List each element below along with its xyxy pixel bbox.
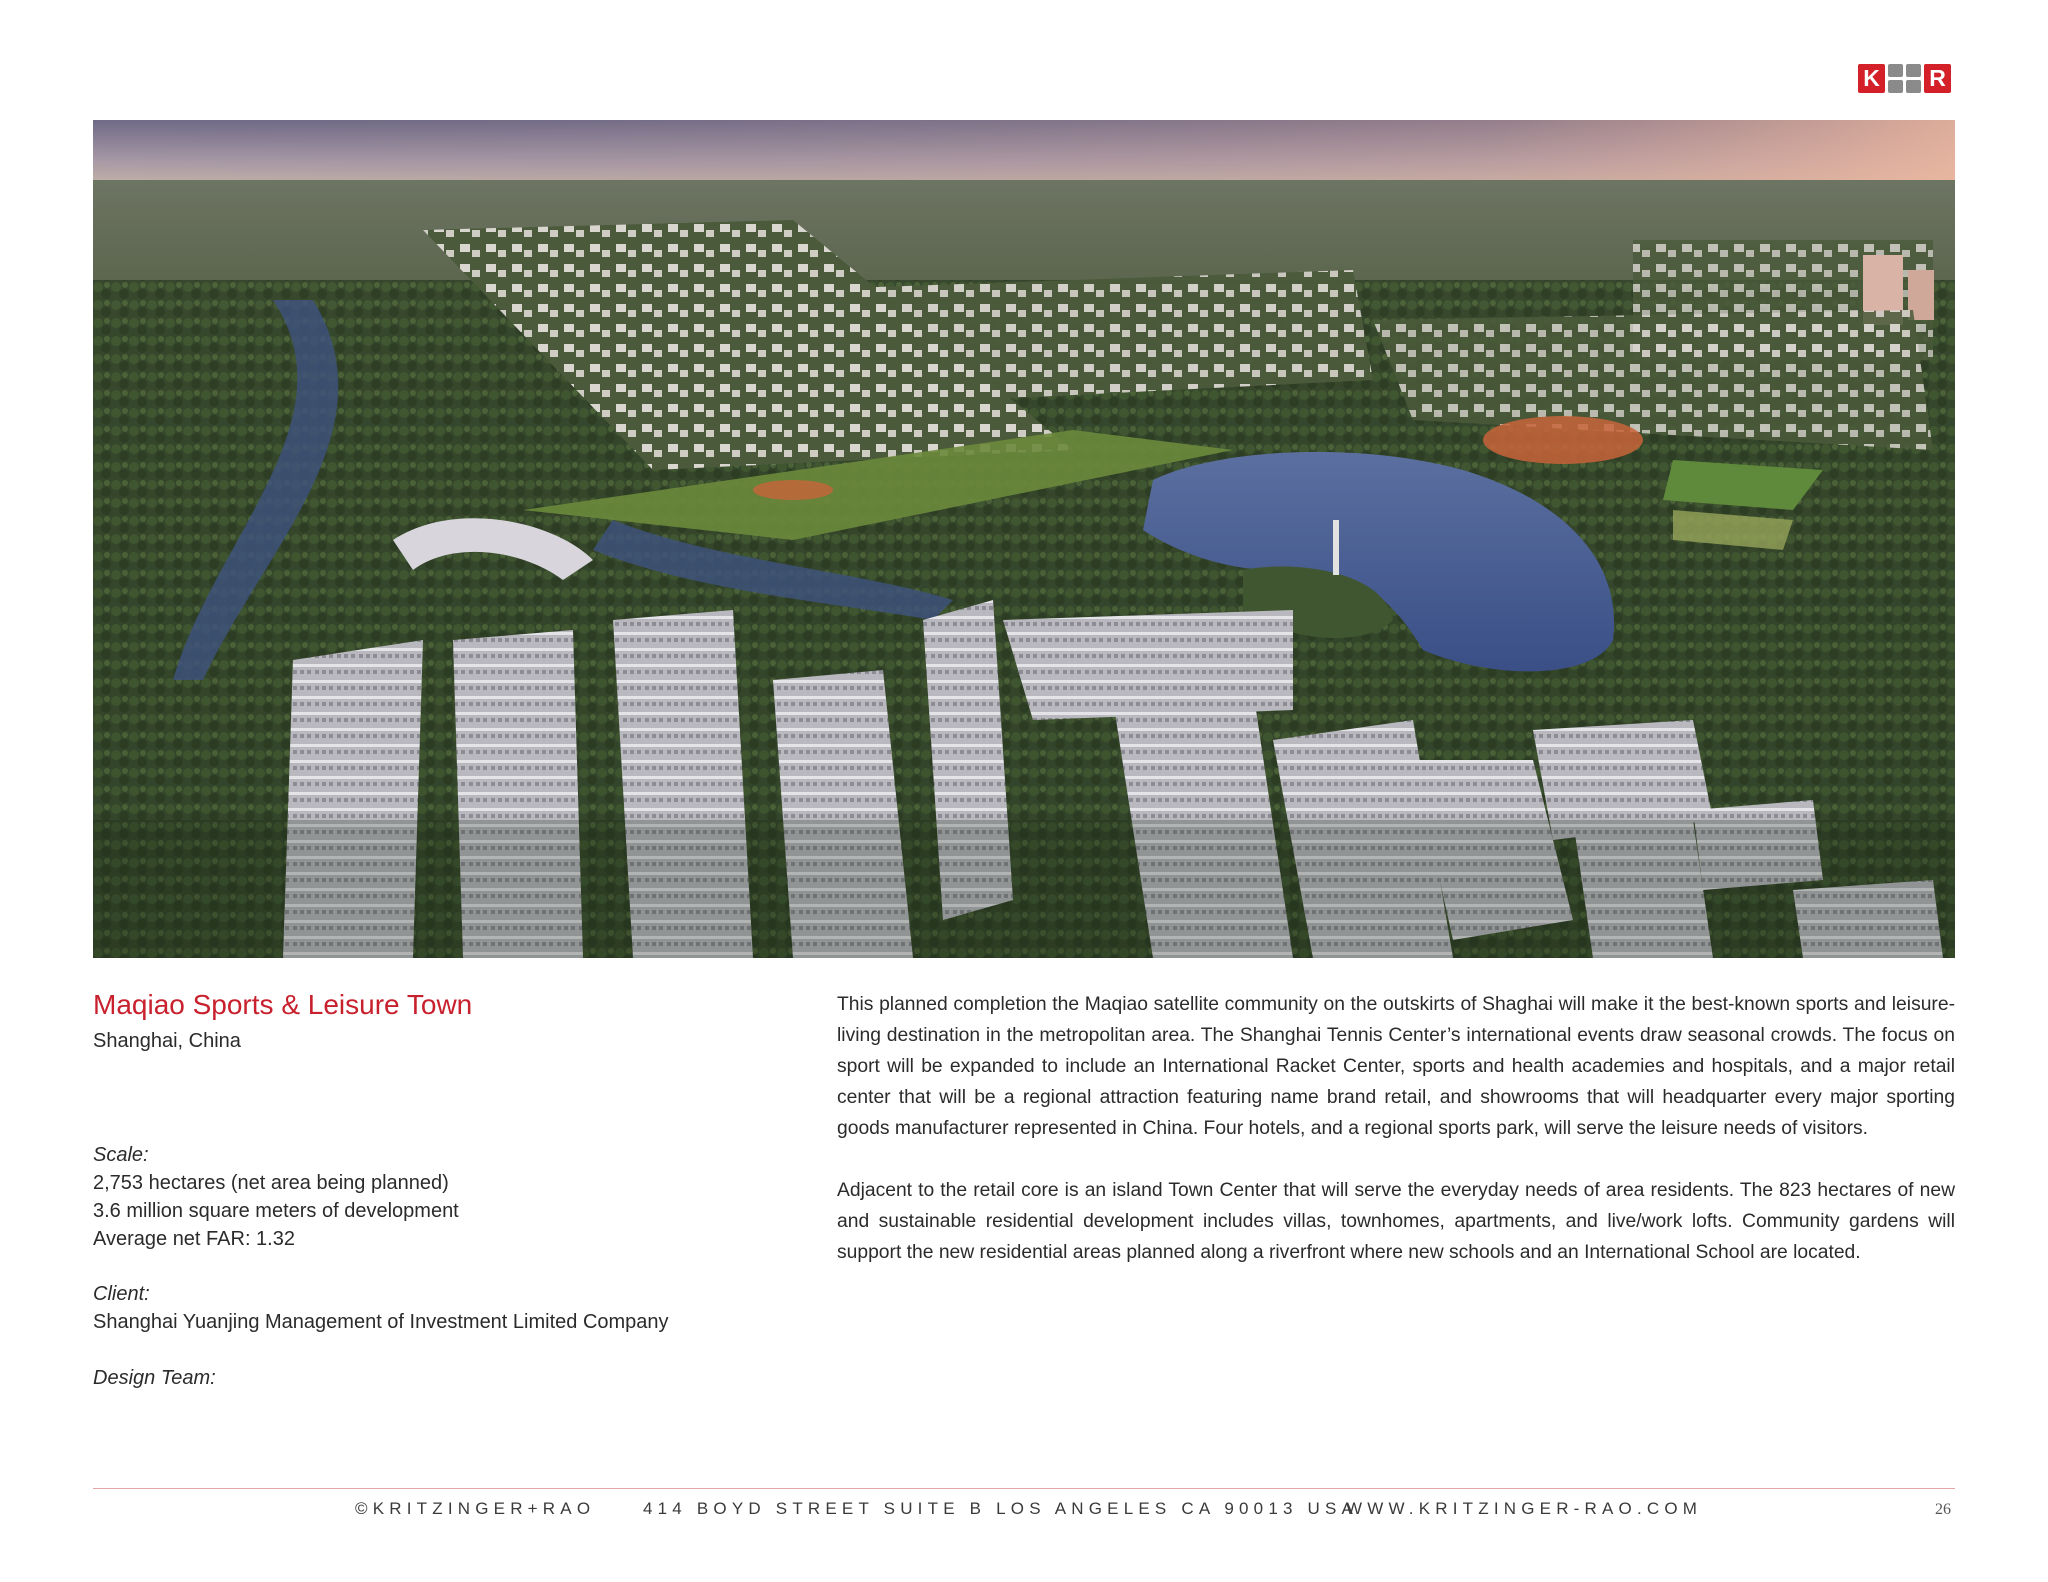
scale-line: 2,753 hectares (net area being planned) — [93, 1172, 449, 1194]
scale-label: Scale: — [93, 1144, 149, 1166]
aerial-rendering-image — [93, 120, 1955, 958]
footer-copyright: ©KRITZINGER+RAO — [355, 1499, 596, 1518]
project-description — [837, 989, 1955, 1299]
logo-dots-icon — [1888, 64, 1921, 93]
project-title: Maqiao Sports & Leisure Town — [93, 989, 473, 1020]
description-paragraph: This planned completion the Maqiao satellite community on the outskirts of Shaghai will make it the best-known sports and leisure-living destination in the metropolitan area. The Shanghai Tennis Center’s international events draw seasonal crowds. The focus on sport will be expanded to include an International Racket Center, sports and health academies and hospitals, and a major retail center that will be a regional attraction featuring name brand retail, and showrooms that will headquarter every major sporting goods manufacturer represented in China. Four hotels, and a regional sports park, will serve the leisure needs of visitors. — [837, 994, 1955, 1139]
design-team-section — [93, 1364, 216, 1392]
scale-section — [93, 1141, 459, 1253]
scale-line: 3.6 million square meters of development — [93, 1200, 459, 1222]
client-name: Shanghai Yuanjing Management of Investment Limited Company — [93, 1311, 669, 1333]
scale-line: Average net FAR: 1.32 — [93, 1228, 295, 1250]
client-section — [93, 1280, 669, 1336]
project-location: Shanghai, China — [93, 1030, 241, 1052]
kritzinger-rao-logo — [1858, 63, 1956, 94]
logo-letter-k: K — [1858, 64, 1885, 93]
page-number: 26 — [1935, 1501, 1951, 1518]
footer-address: 414 BOYD STREET SUITE B LOS ANGELES CA 90013 USA — [643, 1499, 1359, 1518]
logo-letter-r: R — [1924, 64, 1951, 93]
footer-divider — [93, 1488, 1955, 1489]
client-label: Client: — [93, 1283, 150, 1305]
description-paragraph: Adjacent to the retail core is an island Town Center that will serve the everyday needs of area residents. The 823 hectares of new and sustainable residential development includes villas, townhomes, apartments, and live/work lofts. Community gardens will support the new residential areas planned along a riverfront where new schools and an International School are located. — [837, 1180, 1955, 1263]
design-team-label: Design Team: — [93, 1367, 216, 1389]
footer-website-link[interactable]: WWW.KRITZINGER-RAO.COM — [1346, 1499, 1703, 1518]
